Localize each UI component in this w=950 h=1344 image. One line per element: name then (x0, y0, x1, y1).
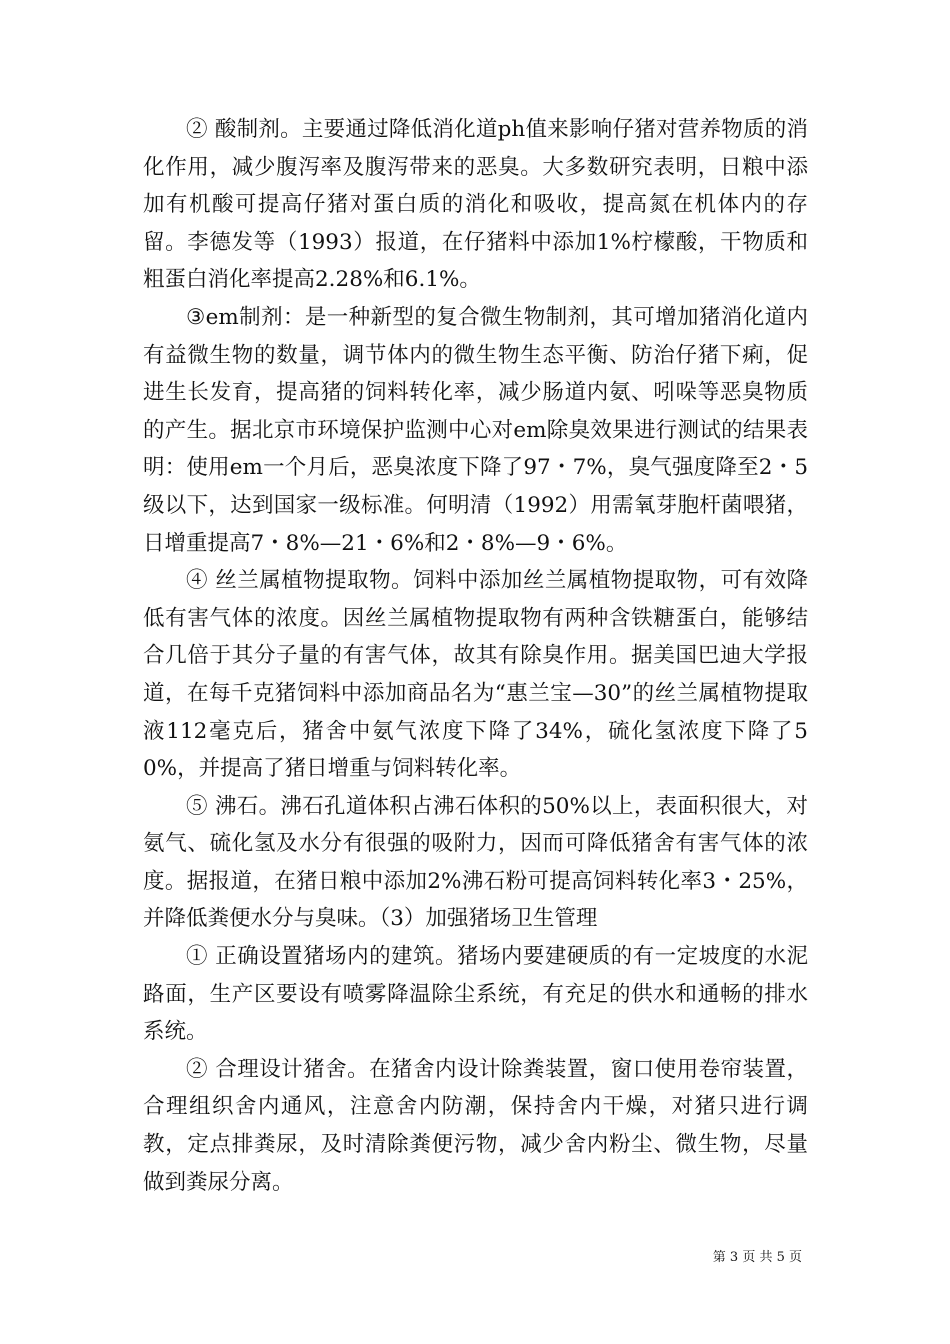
paragraph-pig-house-design: ② 合理设计猪舍。在猪舍内设计除粪装置，窗口使用卷帘装置，合理组织舍内通风，注意舍内防潮，保持舍内干燥，对猪只进行调教，定点排粪尿，及时清除粪便污物，减少舍内粉尘、微生物，尽量做到粪尿分离。 (143, 1056, 808, 1195)
paragraph-zeolite: ⑤ 沸石。沸石孔道体积占沸石体积的50%以上，表面积很大，对氨气、硫化氢及水分有很强的吸附力，因而可降低猪舍有害气体的浓度。据报道，在猪日粮中添加2%沸石粉可提高饲料转化率3・25%，并降低粪便水分与臭味。（3）加强猪场卫生管理 (143, 793, 808, 932)
paragraph-farm-buildings: ① 正确设置猪场内的建筑。猪场内要建硬质的有一定坡度的水泥路面，生产区要设有喷雾降温除尘系统，有充足的供水和通畅的排水系统。 (143, 944, 808, 1045)
paragraph-yucca-extract: ④ 丝兰属植物提取物。饲料中添加丝兰属植物提取物，可有效降低有害气体的浓度。因丝兰属植物提取物有两种含铁糖蛋白，能够结合几倍于其分子量的有害气体，故其有除臭作用。据美国巴迪大学报道，在每千克猪饲料中添加商品名为“惠兰宝—30”的丝兰属植物提取液112毫克后，猪舍中氨气浓度下降了34%，硫化氢浓度下降了50%，并提高了猪日增重与饲料转化率。 (143, 568, 808, 782)
document-body (143, 111, 808, 1201)
paragraph-acid-agent: ② 酸制剂。主要通过降低消化道ph值来影响仔猪对营养物质的消化作用，减少腹泻率及腹泻带来的恶臭。大多数研究表明，日粮中添加有机酸可提高仔猪对蛋白质的消化和吸收，提高氮在机体内的存留。李德发等（1993）报道，在仔猪料中添加1%柠檬酸，干物质和粗蛋白消化率提高2.28%和6.1%。 (143, 117, 808, 293)
paragraph-em-agent: ③em制剂：是一种新型的复合微生物制剂，其可增加猪消化道内有益微生物的数量，调节体内的微生物生态平衡、防治仔猪下痢，促进生长发育，提高猪的饲料转化率，减少肠道内氨、吲哚等恶臭物质的产生。据北京市环境保护监测中心对em除臭效果进行测试的结果表明：使用em一个月后，恶臭浓度下降了97・7%，臭气强度降至2・5级以下，达到国家一级标准。何明清（1992）用需氧芽胞杆菌喂猪，日增重提高7・8%—21・6%和2・8%—9・6%。 (143, 304, 808, 556)
page-number-footer: 第 3 页 共 5 页 (712, 1250, 802, 1265)
